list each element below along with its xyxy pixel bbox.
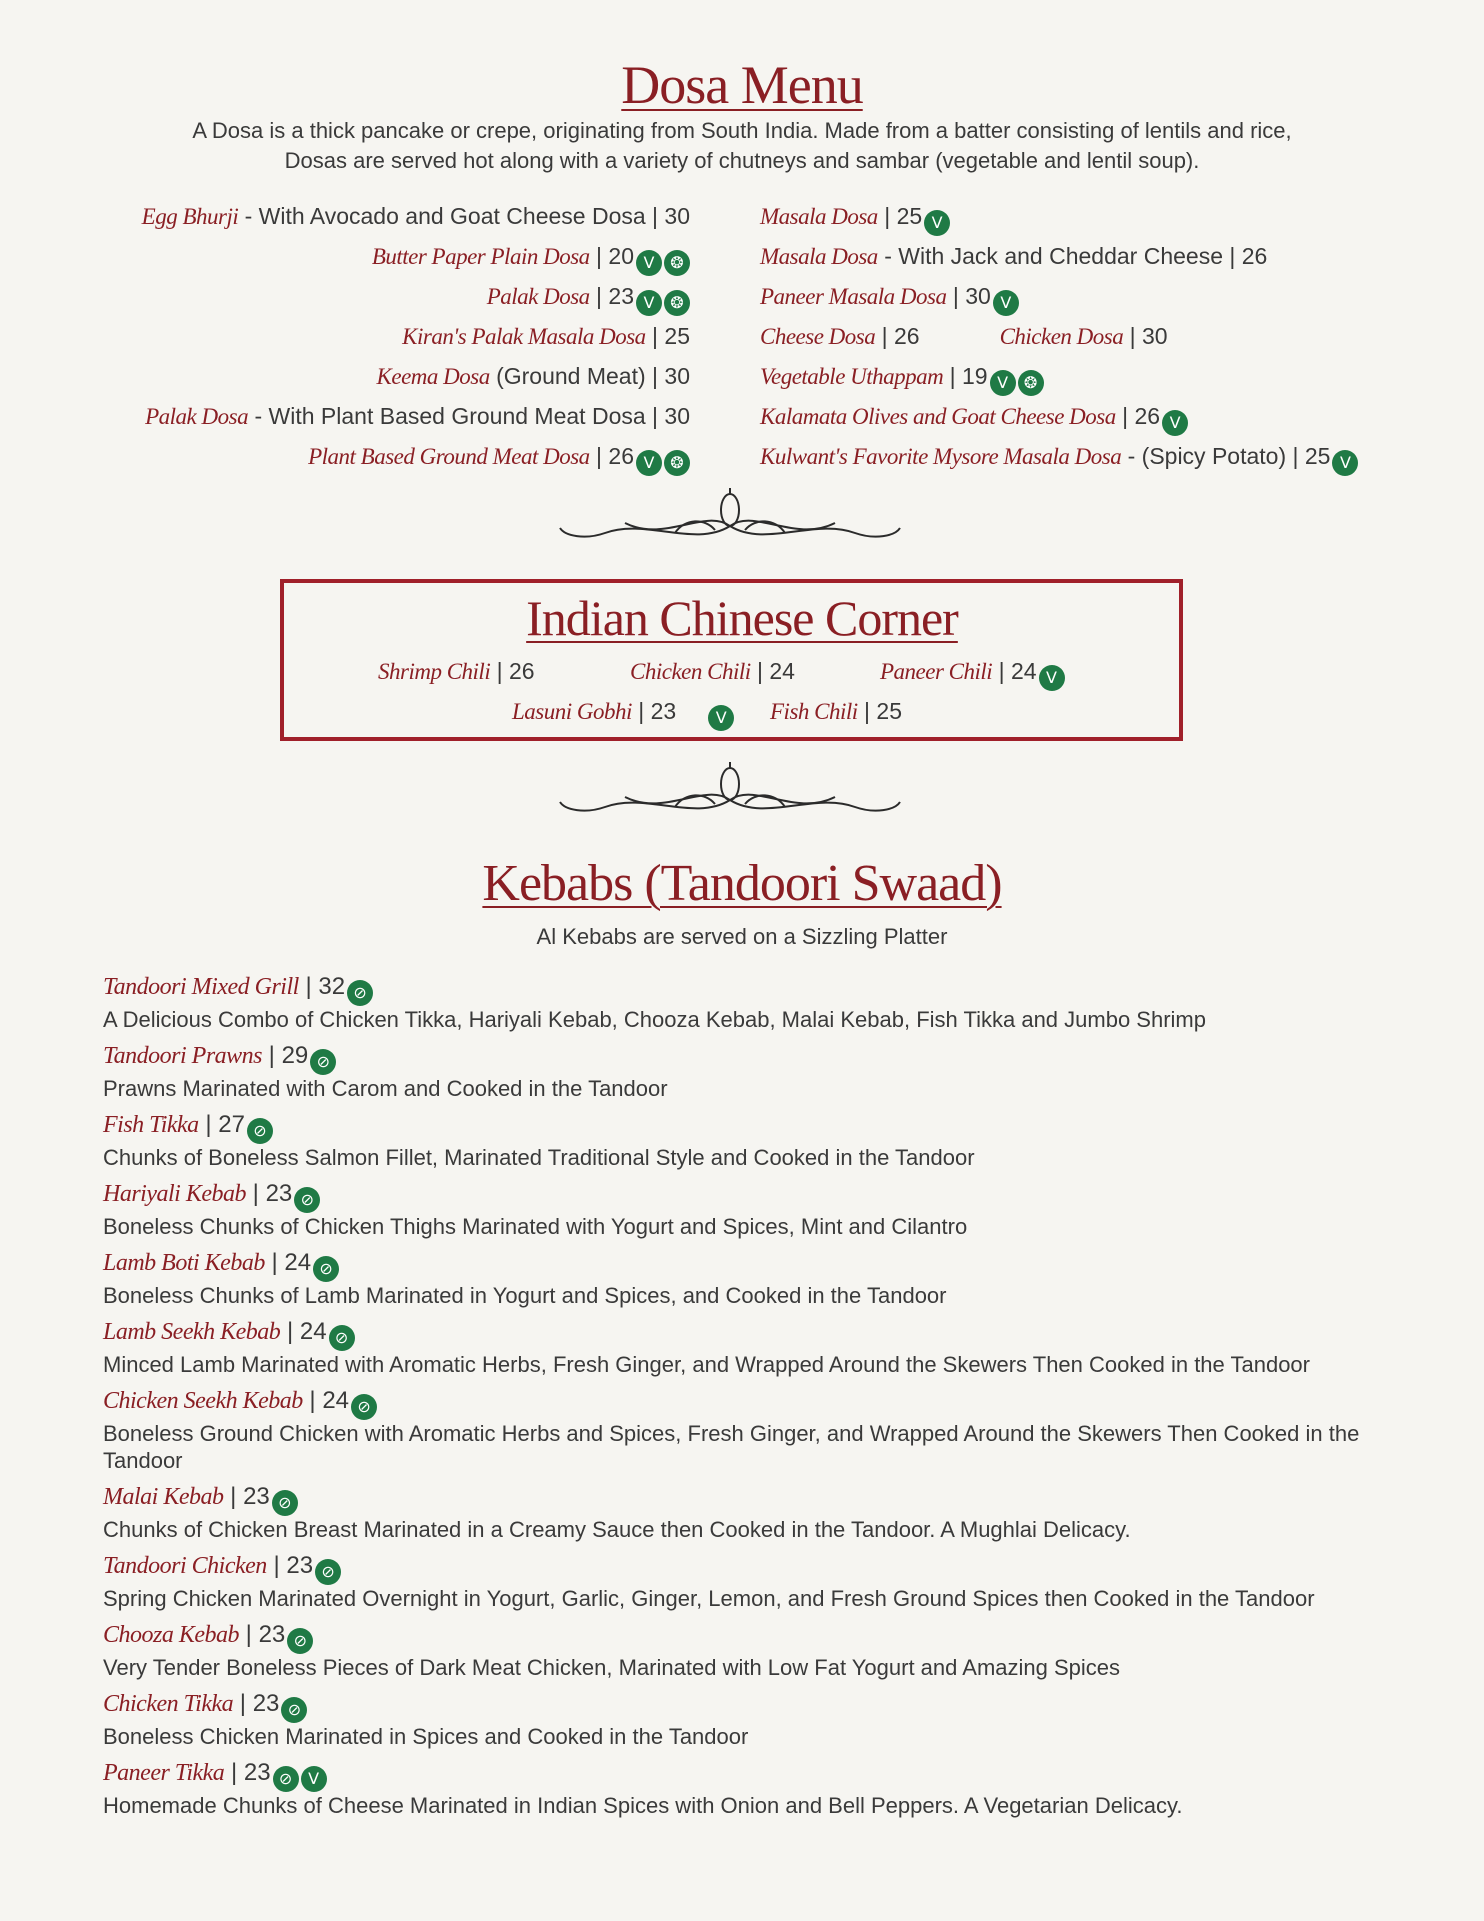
dish-name: Palak Dosa <box>145 404 249 429</box>
gluten-free-icon: ⊘ <box>247 1118 273 1144</box>
gluten-free-icon: ⊘ <box>281 1697 307 1723</box>
vegetarian-icon: V <box>636 450 662 476</box>
dish-price: | 23 <box>233 1690 280 1717</box>
vegetarian-icon: V <box>301 1766 327 1792</box>
dosa-left-row <box>372 240 690 276</box>
gluten-free-icon: ⊘ <box>272 1490 298 1516</box>
dish-name: Tandoori Prawns <box>103 1043 262 1069</box>
dosa-intro-line-2: Dosas are served hot along with a variety of chutneys and sambar (vegetable and lentil soup). <box>284 148 1200 173</box>
vegan-icon: ❂ <box>664 250 690 276</box>
gluten-free-icon: ⊘ <box>294 1187 320 1213</box>
dish-name: Lamb Seekh Kebab <box>103 1319 281 1345</box>
dish-description: Boneless Ground Chicken with Aromatic Herbs and Spices, Fresh Ginger, and Wrapped Around the Skewers Then Cooked in the Tandoor <box>103 1421 1360 1473</box>
dish-name: Hariyali Kebab <box>103 1181 246 1207</box>
dish-name: Chicken Seekh Kebab <box>103 1388 303 1414</box>
gluten-free-icon: ⊘ <box>313 1256 339 1282</box>
dosa-right-row <box>760 200 950 236</box>
kebab-item-header <box>103 1386 1403 1420</box>
dish-name: Paneer Chili <box>880 659 993 684</box>
dish-name: Tandoori Mixed Grill <box>103 974 299 1000</box>
dish-name: Egg Bhurji <box>141 204 239 229</box>
dish-name: Tandoori Chicken <box>103 1553 267 1579</box>
dish-description: - With Plant Based Ground Meat Dosa <box>248 403 646 429</box>
dish-description: Boneless Chunks of Lamb Marinated in Yogurt and Spices, and Cooked in the Tandoor <box>103 1283 947 1308</box>
dish-price: | 26 <box>1222 243 1268 269</box>
dish-price: | 29 <box>262 1042 309 1069</box>
dish-price: | 30 <box>1123 323 1168 349</box>
kebab-item <box>103 1248 1403 1309</box>
dish-description: - (Spicy Potato) <box>1121 443 1287 469</box>
vegetarian-icon: V <box>993 290 1019 316</box>
gluten-free-icon: ⊘ <box>310 1049 336 1075</box>
vegetarian-icon: V <box>708 705 734 731</box>
kebab-item <box>103 1482 1403 1543</box>
kebab-item-header <box>103 1317 1403 1351</box>
dish-name: Chicken Dosa <box>999 324 1124 349</box>
gluten-free-icon: ⊘ <box>287 1628 313 1654</box>
kebab-item-header <box>103 1179 1403 1213</box>
dish-name: Chooza Kebab <box>103 1622 240 1648</box>
dish-price: | 26 <box>490 658 535 684</box>
dish-price: | 32 <box>298 973 346 1000</box>
kebab-item-header <box>103 1248 1403 1282</box>
dosa-right-row <box>760 320 1168 353</box>
kebab-item-header <box>103 1482 1403 1516</box>
dish-price: | 23 <box>224 1759 271 1786</box>
kebab-item <box>103 1041 1403 1102</box>
dish-name: Fish Tikka <box>103 1112 199 1138</box>
dish-name: Kulwant's Favorite Mysore Masala Dosa <box>760 444 1122 469</box>
dosa-right-row <box>760 240 1267 273</box>
dish-price: | 23 <box>239 1621 286 1648</box>
dosa-right-row <box>760 360 1044 396</box>
dish-name: Paneer Masala Dosa <box>760 284 947 309</box>
dish-description: Boneless Chunks of Chicken Thighs Marinated with Yogurt and Spices, Mint and Cilantro <box>103 1214 968 1239</box>
dish-name: Butter Paper Plain Dosa <box>371 244 590 269</box>
chinese-item <box>378 655 535 688</box>
dish-description: Prawns Marinated with Carom and Cooked in the Tandoor <box>103 1076 668 1101</box>
kebab-item <box>103 1386 1403 1474</box>
dish-price: | 25 <box>857 698 902 724</box>
gluten-free-icon: ⊘ <box>351 1394 377 1420</box>
dish-price: | 26 <box>875 323 920 349</box>
gluten-free-icon: ⊘ <box>347 980 373 1006</box>
dish-description: Minced Lamb Marinated with Aromatic Herbs, Fresh Ginger, and Wrapped Around the Skewers Then Cooked in the Tandoor <box>103 1352 1310 1377</box>
kebab-item <box>103 1110 1403 1171</box>
dish-price: | 23 <box>266 1552 314 1579</box>
kebab-item-header <box>103 1689 1403 1723</box>
chinese-item <box>770 695 902 728</box>
dish-price: | 30 <box>645 203 690 229</box>
dish-price: | 24 <box>302 1387 350 1414</box>
kebab-item <box>103 1179 1403 1240</box>
dish-name: Masala Dosa <box>760 204 878 229</box>
dosa-right-row <box>760 280 1019 316</box>
dish-name: Keema Dosa <box>376 364 490 389</box>
dish-price: | 25 <box>1286 443 1331 469</box>
dish-name: Masala Dosa <box>760 244 878 269</box>
dish-description: Boneless Chicken Marinated in Spices and Cooked in the Tandoor <box>103 1724 749 1749</box>
gluten-free-icon: ⊘ <box>315 1559 341 1585</box>
vegetarian-icon: V <box>636 250 662 276</box>
dish-price: | 26 <box>1115 403 1161 429</box>
dish-price: | 30 <box>645 403 690 429</box>
chinese-item <box>630 655 795 688</box>
kebab-item <box>103 1758 1403 1819</box>
dish-name: Lamb Boti Kebab <box>103 1250 265 1276</box>
dish-price: | 23 <box>631 698 677 724</box>
kebabs-title: Kebabs (Tandoori Swaad) <box>482 855 1002 912</box>
kebab-item-header <box>103 1110 1403 1144</box>
dish-price: | 23 <box>223 1483 270 1510</box>
dosa-left-row <box>377 360 690 393</box>
kebab-item-header <box>103 1758 1403 1792</box>
dosa-left-row <box>308 440 690 476</box>
vegetarian-icon: V <box>924 210 950 236</box>
dish-description: A Delicious Combo of Chicken Tikka, Hariyali Kebab, Chooza Kebab, Malai Kebab, Fish Tikka and Jumbo Shrimp <box>103 1007 1206 1032</box>
dish-name: Kiran's Palak Masala Dosa <box>402 324 646 349</box>
dish-name: Fish Chili <box>770 699 858 724</box>
dish-price: | 24 <box>750 658 795 684</box>
gluten-free-icon: ⊘ <box>329 1325 355 1351</box>
dish-name: Paneer Tikka <box>103 1760 225 1786</box>
dish-description: Chunks of Boneless Salmon Fillet, Marinated Traditional Style and Cooked in the Tandoor <box>103 1145 975 1170</box>
chinese-item <box>512 695 734 731</box>
vegetarian-icon: V <box>1039 665 1065 691</box>
flourish-divider-2 <box>555 762 905 832</box>
kebab-item <box>103 1551 1403 1612</box>
dish-price: | 27 <box>198 1111 245 1138</box>
dish-price: | 20 <box>589 243 634 269</box>
dish-price: | 23 <box>246 1180 293 1207</box>
dish-name: Vegetable Uthappam <box>760 364 944 389</box>
dosa-menu-title: Dosa Menu <box>621 55 863 115</box>
kebabs-subtitle: Al Kebabs are served on a Sizzling Platter <box>536 924 948 949</box>
dish-name: Kalamata Olives and Goat Cheese Dosa <box>760 404 1116 429</box>
dish-description: (Ground Meat) <box>489 363 646 389</box>
dish-price: | 24 <box>992 658 1037 684</box>
dish-price: | 25 <box>877 203 923 229</box>
dish-description: Very Tender Boneless Pieces of Dark Meat Chicken, Marinated with Low Fat Yogurt and Amazing Spices <box>103 1655 1121 1680</box>
dosa-left-row <box>487 280 690 316</box>
kebab-item-header <box>103 1041 1403 1075</box>
dosa-left-row <box>402 320 690 353</box>
dosa-right-row <box>760 440 1358 476</box>
dish-description: Homemade Chunks of Cheese Marinated in Indian Spices with Onion and Bell Peppers. A Vegetarian Delicacy. <box>103 1793 1183 1818</box>
indian-chinese-corner-title: Indian Chinese Corner <box>526 590 958 646</box>
dish-description: Chunks of Chicken Breast Marinated in a Creamy Sauce then Cooked in the Tandoor. A Mughlai Delicacy. <box>103 1517 1131 1542</box>
kebab-item <box>103 1689 1403 1750</box>
dosa-right-row <box>760 400 1188 436</box>
dish-price: | 25 <box>645 323 690 349</box>
dosa-left-row <box>142 200 690 233</box>
dish-name: Shrimp Chili <box>378 659 491 684</box>
vegan-icon: ❂ <box>1018 370 1044 396</box>
kebab-item <box>103 1317 1403 1378</box>
vegan-icon: ❂ <box>664 290 690 316</box>
vegetarian-icon: V <box>1332 450 1358 476</box>
dish-price: | 24 <box>264 1249 312 1276</box>
dosa-left-row <box>145 400 690 433</box>
chinese-item <box>880 655 1065 691</box>
dish-name: Cheese Dosa <box>760 324 876 349</box>
dish-price: | 30 <box>946 283 991 309</box>
kebab-item-header <box>103 1551 1403 1585</box>
kebab-item <box>103 1620 1403 1681</box>
dish-description: Spring Chicken Marinated Overnight in Yogurt, Garlic, Ginger, Lemon, and Fresh Ground Spices then Cooked in the Tandoor <box>103 1586 1315 1611</box>
dish-name: Malai Kebab <box>103 1484 224 1510</box>
dish-description: - With Avocado and Goat Cheese Dosa <box>238 203 646 229</box>
flourish-divider-1 <box>555 488 905 558</box>
dish-name: Chicken Chili <box>630 659 751 684</box>
vegetarian-icon: V <box>990 370 1016 396</box>
dish-name: Lasuni Gobhi <box>512 699 632 724</box>
dish-name: Palak Dosa <box>486 284 590 309</box>
kebab-item-header <box>103 1620 1403 1654</box>
vegetarian-icon: V <box>636 290 662 316</box>
vegan-icon: ❂ <box>664 450 690 476</box>
gluten-free-icon: ⊘ <box>273 1766 299 1792</box>
kebab-item-header <box>103 972 1403 1006</box>
dish-price: | 19 <box>943 363 988 389</box>
dish-price: | 30 <box>645 363 690 389</box>
dish-description: - With Jack and Cheddar Cheese <box>877 243 1223 269</box>
dish-price: | 24 <box>280 1318 327 1345</box>
dish-name: Plant Based Ground Meat Dosa <box>308 444 590 469</box>
vegetarian-icon: V <box>1162 410 1188 436</box>
dish-price: | 26 <box>589 443 634 469</box>
kebab-item <box>103 972 1403 1033</box>
dosa-intro-line-1: A Dosa is a thick pancake or crepe, originating from South India. Made from a batter consisting of lentils and rice, <box>192 118 1292 143</box>
dish-name: Chicken Tikka <box>103 1691 234 1717</box>
dish-price: | 23 <box>589 283 634 309</box>
